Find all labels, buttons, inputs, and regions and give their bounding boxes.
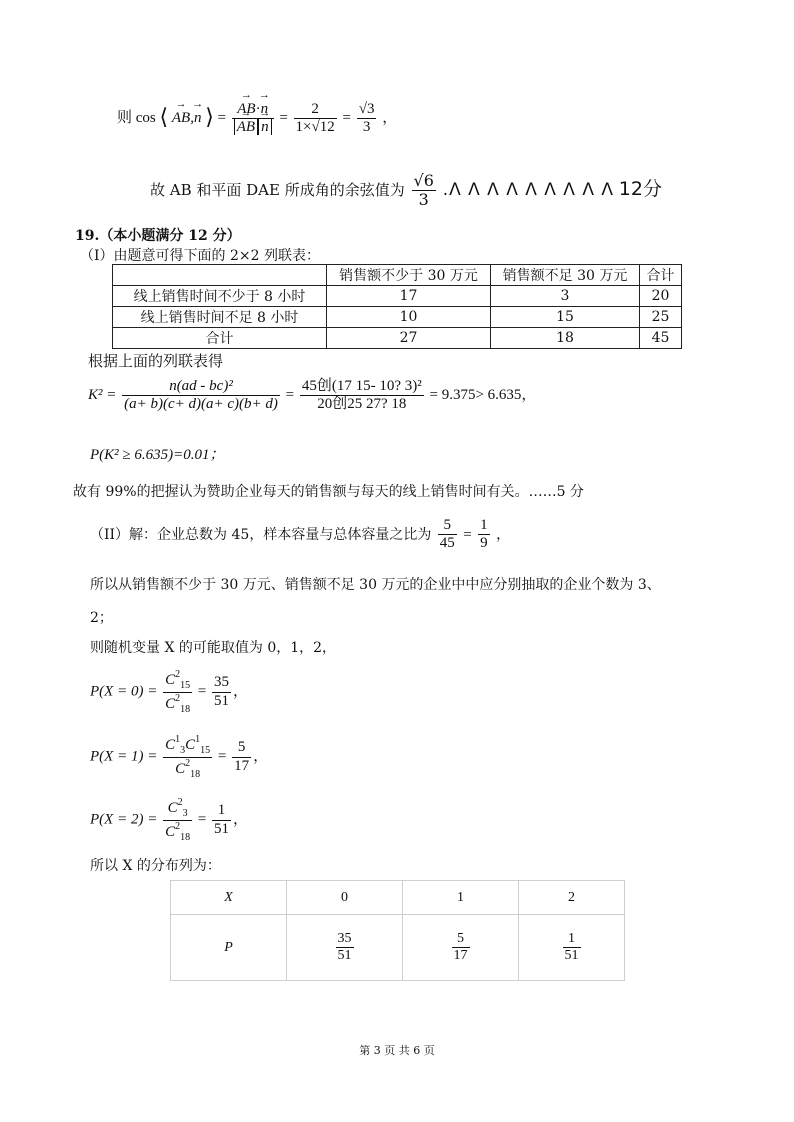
pk2-line: P(K² ≥ 6.635)=0.01； — [90, 447, 225, 463]
table-header-cell: 合计 — [640, 265, 682, 286]
table-row — [113, 286, 682, 307]
angle-conclusion-dots: .Λ Λ Λ Λ Λ Λ Λ Λ Λ — [442, 179, 614, 200]
prob-x-0-value: $\frac{35}{51}$ — [214, 674, 230, 709]
table-row — [113, 307, 682, 328]
distribution-value: 2 — [519, 881, 625, 915]
table-header-cell — [113, 265, 327, 286]
table-cell: 17 — [327, 286, 491, 307]
question-number: 19. — [75, 228, 100, 244]
table-cell: 线上销售时间不足 8 小时 — [113, 307, 327, 328]
k2-fraction-1: $\frac{\text{n(ad - bc)²}}{(a+ b)(c+ d)(a+ c)(b+ d)}$ — [124, 378, 278, 413]
angle-conclusion-score: 12分 — [618, 177, 662, 200]
prob-x-0: P(X = 0) = $\frac{C^2_{15}}{C^2_{18}}$ = $\frac{35}{51}$ ， — [90, 669, 249, 715]
k2-fraction-2: $\frac{\text{45创(17 15- 10? 3)²}}{\text{20创25 27? 18}}$ — [301, 378, 422, 413]
table-row — [113, 328, 682, 349]
part-1-intro: （I）由题意可得下面的 2×2 列联表： — [80, 248, 320, 264]
distribution-value: 1 — [403, 881, 519, 915]
cos-word: cos — [135, 110, 156, 127]
cos-fraction-2: $\frac{2}{1\times√12}$ — [295, 101, 335, 136]
prob-x-1-value: $\frac{5}{17}$ — [234, 739, 250, 774]
k2-lhs: K² = — [88, 387, 117, 404]
k2-result: = 9.375> 6.635， — [429, 387, 537, 404]
vector-ab: → AB — [172, 110, 190, 127]
part-2-line-2: 所以从销售额不少于 30 万元、销售额不足 30 万元的企业中中应分别抽取的企业个数为 3、 — [90, 577, 661, 593]
question-score-note: （本小题满分 12 分） — [99, 228, 241, 244]
question-19-heading — [75, 225, 241, 245]
prob-x-2-combination: $\frac{C^2_3}{C^2_{18}}$ — [165, 797, 191, 843]
cos-formula-line: 则 cos ⟨ → AB,→ n ⟩ = → AB·→ n → AB→ n = $\frac{2}{1\times√12}$ = $\frac{√3}{3}$ ， — [117, 101, 397, 137]
distribution-prob: $\frac{1}{51}$ — [519, 915, 625, 981]
table-cell: 27 — [327, 328, 491, 349]
table-cell: 3 — [491, 286, 640, 307]
angle-conclusion-text: 故 AB 和平面 DAE 所成角的余弦值为 — [150, 180, 405, 199]
table-cell: 合计 — [113, 328, 327, 349]
distribution-value: 0 — [287, 881, 403, 915]
prob-x-2: P(X = 2) = $\frac{C^2_3}{C^2_{18}}$ = $\frac{1}{51}$ ， — [90, 797, 249, 843]
distribution-table — [170, 880, 625, 981]
ratio-fraction-1: $\frac{5}{45}$ — [439, 517, 455, 552]
part-2-intro-line: （II）解：企业总数为 45，样本容量与总体容量之比为 $\frac{5}{45}$ = $\frac{1}{9}$ ， — [90, 517, 511, 552]
distribution-prob: $\frac{35}{51}$ — [287, 915, 403, 981]
page-footer: 第 3 页 共 6 页 — [359, 1044, 435, 1057]
prob-x-1-combination: $\frac{C^1_3C^1_{15}}{C^2_{18}}$ — [165, 734, 211, 780]
table-cell: 15 — [491, 307, 640, 328]
table-cell: 20 — [640, 286, 682, 307]
distribution-prob: $\frac{5}{17}$ — [403, 915, 519, 981]
part-2-line-4: 则随机变量 X 的可能取值为 0，1，2， — [90, 640, 337, 656]
angle-conclusion-fraction: $\frac{√6}{3}$ — [413, 171, 434, 210]
distribution-label-p: P — [171, 915, 287, 981]
part-2-line-3: 2； — [90, 610, 113, 626]
table-header-cell: 销售额不少于 30 万元 — [327, 265, 491, 286]
table-header-row — [113, 265, 682, 286]
distribution-row-p — [171, 915, 625, 981]
distribution-label-x: X — [171, 881, 287, 915]
prob-x-1: P(X = 1) = $\frac{C^1_3C^1_{15}}{C^2_{18}}$ = $\frac{5}{17}$ ， — [90, 734, 269, 780]
part-2-intro: （II）解：企业总数为 45，样本容量与总体容量之比为 — [90, 526, 432, 543]
table-cell: 线上销售时间不少于 8 小时 — [113, 286, 327, 307]
table-cell: 10 — [327, 307, 491, 328]
angle-conclusion-line — [150, 172, 662, 210]
cos-prefix: 则 — [117, 110, 133, 127]
table-header-cell: 销售额不足 30 万元 — [491, 265, 640, 286]
ratio-fraction-2: $\frac{1}{9}$ — [480, 517, 488, 552]
contingency-table — [112, 264, 682, 349]
table-cell: 25 — [640, 307, 682, 328]
table-cell: 18 — [491, 328, 640, 349]
cos-fraction-1: → AB·→ n → AB→ n — [232, 101, 274, 137]
distribution-intro: 所以 X 的分布列为： — [90, 858, 221, 874]
distribution-row-x — [171, 881, 625, 915]
conclusion-99-percent: 故有 99%的把握认为赞助企业每天的销售额与每天的线上销售时间有关。……5 分 — [73, 484, 584, 500]
k-squared-formula: K² = $\frac{\text{n(ad - bc)²}}{(a+ b)(c+ d)(a+ c)(b+ d)}$ = $\frac{\text{45创(17 15- 10? 3)²}}{\text{20创25 27? 18}}$ = 9.375> 6.635， — [88, 378, 537, 413]
vector-n: → n — [194, 110, 202, 127]
prob-x-2-value: $\frac{1}{51}$ — [214, 802, 230, 837]
cos-fraction-3: $\frac{√3}{3}$ — [358, 101, 375, 136]
table-cell: 45 — [640, 328, 682, 349]
after-table-text: 根据上面的列联表得 — [88, 352, 224, 370]
prob-x-0-combination: $\frac{C^2_{15}}{C^2_{18}}$ — [165, 669, 191, 715]
